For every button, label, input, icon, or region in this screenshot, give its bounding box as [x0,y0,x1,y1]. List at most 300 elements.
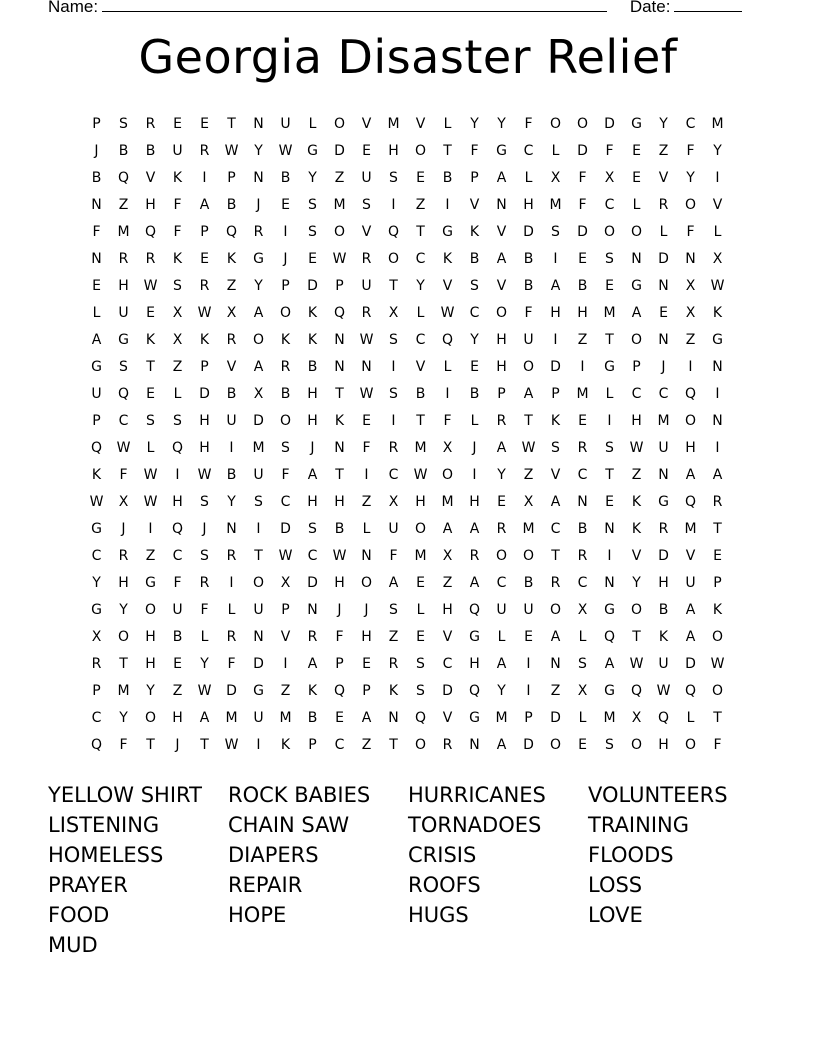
grid-letter[interactable]: O [414,521,427,537]
grid-letter[interactable]: A [496,656,507,672]
grid-letter[interactable]: E [200,116,209,132]
grid-letter[interactable]: U [253,467,264,483]
grid-letter[interactable]: F [686,224,695,240]
grid-letter[interactable]: M [387,116,400,132]
grid-letter[interactable]: B [334,521,345,537]
grid-letter[interactable]: E [335,710,344,726]
grid-letter[interactable]: V [226,359,237,375]
grid-letter[interactable]: N [253,116,264,132]
grid-letter[interactable]: P [281,278,290,294]
grid-letter[interactable]: K [280,737,291,753]
grid-letter[interactable]: U [253,602,264,618]
grid-letter[interactable]: R [145,116,156,132]
grid-letter[interactable]: C [523,143,534,159]
grid-letter[interactable]: Q [684,683,697,699]
grid-letter[interactable]: Y [632,575,641,591]
grid-letter[interactable]: Y [686,170,695,186]
grid-letter[interactable]: H [496,359,507,375]
grid-letter[interactable]: O [684,413,697,429]
grid-letter[interactable]: T [389,737,398,753]
grid-letter[interactable]: E [632,170,641,186]
grid-letter[interactable]: Z [172,683,183,699]
grid-letter[interactable]: I [256,737,261,753]
grid-letter[interactable]: S [470,278,479,294]
grid-letter[interactable]: S [578,656,587,672]
grid-letter[interactable]: F [443,413,452,429]
grid-letter[interactable]: E [524,629,533,645]
grid-letter[interactable]: B [226,197,237,213]
grid-letter[interactable]: B [172,629,183,645]
grid-letter[interactable]: T [605,332,614,348]
grid-letter[interactable]: I [715,440,720,456]
grid-letter[interactable]: F [173,575,182,591]
grid-letter[interactable]: H [469,494,480,510]
grid-letter[interactable]: Q [171,521,184,537]
grid-letter[interactable]: O [603,224,616,240]
grid-letter[interactable]: N [604,575,615,591]
grid-letter[interactable]: O [252,575,265,591]
grid-letter[interactable]: I [607,548,612,564]
grid-letter[interactable]: E [605,494,614,510]
grid-letter[interactable]: Z [226,278,237,294]
grid-letter[interactable]: C [469,305,480,321]
grid-letter[interactable]: A [685,629,696,645]
grid-letter[interactable]: Z [118,197,129,213]
grid-letter[interactable]: D [253,656,264,672]
grid-letter[interactable]: G [91,359,102,375]
grid-letter[interactable]: Q [684,386,697,402]
grid-letter[interactable]: N [253,629,264,645]
grid-letter[interactable]: S [308,197,317,213]
grid-letter[interactable]: R [388,440,399,456]
grid-letter[interactable]: U [523,602,534,618]
grid-letter[interactable]: G [118,332,129,348]
grid-letter[interactable]: L [578,710,587,726]
grid-letter[interactable]: R [307,629,318,645]
grid-letter[interactable]: B [307,710,318,726]
grid-letter[interactable]: P [551,386,560,402]
grid-letter[interactable]: E [659,305,668,321]
grid-letter[interactable]: M [414,440,427,456]
grid-letter[interactable]: C [631,386,642,402]
grid-letter[interactable]: U [280,116,291,132]
grid-letter[interactable]: S [254,494,263,510]
grid-letter[interactable]: U [361,170,372,186]
grid-letter[interactable]: T [119,656,128,672]
grid-letter[interactable]: L [605,386,614,402]
grid-letter[interactable]: A [253,305,264,321]
grid-letter[interactable]: F [119,467,128,483]
grid-letter[interactable]: T [335,467,344,483]
grid-letter[interactable]: R [226,548,237,564]
grid-letter[interactable]: Q [117,386,130,402]
grid-letter[interactable]: Q [117,170,130,186]
grid-letter[interactable]: U [226,413,237,429]
grid-letter[interactable]: M [495,710,508,726]
grid-letter[interactable]: M [711,116,724,132]
grid-letter[interactable]: X [712,251,723,267]
grid-letter[interactable]: N [334,359,345,375]
grid-letter[interactable]: I [445,197,450,213]
grid-letter[interactable]: J [661,359,666,375]
grid-letter[interactable]: Y [119,602,128,618]
grid-letter[interactable]: J [283,251,288,267]
grid-letter[interactable]: M [252,440,265,456]
grid-letter[interactable]: K [307,683,318,699]
grid-letter[interactable]: W [332,251,347,267]
grid-letter[interactable]: H [658,575,669,591]
grid-letter[interactable]: W [197,305,212,321]
grid-letter[interactable]: P [281,602,290,618]
grid-letter[interactable]: S [389,602,398,618]
grid-letter[interactable]: W [197,467,212,483]
grid-letter[interactable]: D [199,386,210,402]
grid-letter[interactable]: B [577,521,588,537]
grid-letter[interactable]: P [200,359,209,375]
grid-letter[interactable]: A [361,710,372,726]
grid-letter[interactable]: Z [361,737,372,753]
grid-letter[interactable]: P [470,170,479,186]
grid-letter[interactable]: D [577,143,588,159]
grid-letter[interactable]: Y [416,278,425,294]
grid-letter[interactable]: D [577,224,588,240]
grid-letter[interactable]: W [413,467,428,483]
grid-letter[interactable]: L [470,413,479,429]
grid-letter[interactable]: U [388,521,399,537]
grid-letter[interactable]: D [658,251,669,267]
grid-letter[interactable]: L [443,116,452,132]
grid-letter[interactable]: W [359,386,374,402]
grid-letter[interactable]: E [416,575,425,591]
grid-letter[interactable]: L [173,386,182,402]
grid-letter[interactable]: B [307,359,318,375]
grid-letter[interactable]: X [577,602,588,618]
grid-letter[interactable]: C [577,467,588,483]
grid-letter[interactable]: X [631,710,642,726]
grid-letter[interactable]: B [469,251,480,267]
grid-letter[interactable]: M [576,386,589,402]
grid-letter[interactable]: N [334,332,345,348]
grid-letter[interactable]: F [470,143,479,159]
grid-letter[interactable]: S [389,386,398,402]
grid-letter[interactable]: L [92,305,101,321]
grid-letter[interactable]: E [632,143,641,159]
grid-letter[interactable]: F [389,548,398,564]
grid-letter[interactable]: K [712,602,723,618]
grid-letter[interactable]: B [523,575,534,591]
grid-letter[interactable]: U [658,656,669,672]
grid-letter[interactable]: R [118,548,129,564]
grid-letter[interactable]: A [307,656,318,672]
grid-letter[interactable]: V [496,278,507,294]
grid-letter[interactable]: Z [334,170,345,186]
grid-letter[interactable]: K [172,170,183,186]
grid-letter[interactable]: A [199,710,210,726]
grid-letter[interactable]: H [658,737,669,753]
grid-letter[interactable]: W [629,656,644,672]
grid-letter[interactable]: V [361,224,372,240]
grid-letter[interactable]: W [359,332,374,348]
grid-letter[interactable]: I [202,170,207,186]
grid-letter[interactable]: H [361,629,372,645]
grid-letter[interactable]: Z [442,575,453,591]
grid-letter[interactable]: S [605,737,614,753]
grid-letter[interactable]: Q [333,305,346,321]
grid-letter[interactable]: L [200,629,209,645]
grid-letter[interactable]: L [497,629,506,645]
grid-letter[interactable]: E [146,305,155,321]
grid-letter[interactable]: D [523,224,534,240]
grid-letter[interactable]: E [362,413,371,429]
grid-letter[interactable]: D [604,116,615,132]
grid-letter[interactable]: B [280,170,291,186]
grid-letter[interactable]: P [200,224,209,240]
grid-letter[interactable]: C [685,116,696,132]
grid-letter[interactable]: L [578,629,587,645]
grid-letter[interactable]: X [577,683,588,699]
grid-letter[interactable]: I [715,386,720,402]
grid-letter[interactable]: L [551,143,560,159]
grid-letter[interactable]: H [172,710,183,726]
grid-letter[interactable]: U [685,575,696,591]
grid-letter[interactable]: J [364,602,369,618]
grid-letter[interactable]: K [280,332,291,348]
grid-letter[interactable]: E [281,197,290,213]
grid-letter[interactable]: T [605,467,614,483]
grid-letter[interactable]: Y [254,143,263,159]
grid-letter[interactable]: V [469,197,480,213]
grid-letter[interactable]: R [388,656,399,672]
grid-letter[interactable]: C [118,413,129,429]
grid-letter[interactable]: A [496,737,507,753]
grid-letter[interactable]: C [91,710,102,726]
grid-letter[interactable]: F [281,467,290,483]
grid-letter[interactable]: F [578,170,587,186]
grid-letter[interactable]: K [442,251,453,267]
grid-letter[interactable]: L [362,521,371,537]
grid-letter[interactable]: O [252,332,265,348]
grid-letter[interactable]: Q [468,602,481,618]
grid-letter[interactable]: W [224,143,239,159]
grid-letter[interactable]: O [711,629,724,645]
grid-letter[interactable]: G [658,494,669,510]
grid-letter[interactable]: W [710,278,725,294]
grid-letter[interactable]: S [119,116,128,132]
grid-letter[interactable]: P [713,575,722,591]
grid-letter[interactable]: I [283,224,288,240]
grid-letter[interactable]: V [712,197,723,213]
grid-letter[interactable]: S [200,494,209,510]
grid-letter[interactable]: W [332,548,347,564]
grid-letter[interactable]: H [334,575,345,591]
grid-letter[interactable]: I [688,359,693,375]
grid-letter[interactable]: T [443,143,452,159]
grid-letter[interactable]: R [712,494,723,510]
grid-letter[interactable]: R [442,737,453,753]
grid-letter[interactable]: X [118,494,129,510]
grid-letter[interactable]: T [254,548,263,564]
grid-letter[interactable]: E [92,278,101,294]
grid-letter[interactable]: Y [497,683,506,699]
grid-letter[interactable]: U [523,332,534,348]
grid-letter[interactable]: Q [144,224,157,240]
grid-letter[interactable]: G [91,602,102,618]
grid-letter[interactable]: D [523,737,534,753]
grid-letter[interactable]: Q [171,440,184,456]
grid-letter[interactable]: F [173,197,182,213]
grid-letter[interactable]: C [604,197,615,213]
grid-letter[interactable]: P [227,170,236,186]
grid-letter[interactable]: X [685,305,696,321]
grid-letter[interactable]: T [524,413,533,429]
grid-letter[interactable]: U [253,710,264,726]
grid-letter[interactable]: W [656,683,671,699]
grid-letter[interactable]: R [199,278,210,294]
grid-letter[interactable]: R [469,548,480,564]
grid-letter[interactable]: P [497,386,506,402]
grid-letter[interactable]: M [333,197,346,213]
grid-letter[interactable]: B [523,278,534,294]
grid-letter[interactable]: K [307,332,318,348]
grid-letter[interactable]: J [337,602,342,618]
grid-letter[interactable]: T [416,224,425,240]
grid-letter[interactable]: G [307,143,318,159]
grid-letter[interactable]: A [631,305,642,321]
grid-letter[interactable]: E [578,737,587,753]
grid-letter[interactable]: I [148,521,153,537]
grid-letter[interactable]: A [91,332,102,348]
grid-letter[interactable]: P [362,683,371,699]
grid-letter[interactable]: T [632,629,641,645]
grid-letter[interactable]: I [229,575,234,591]
grid-letter[interactable]: V [415,359,426,375]
grid-letter[interactable]: N [685,251,696,267]
grid-letter[interactable]: F [119,737,128,753]
grid-letter[interactable]: O [630,602,643,618]
grid-letter[interactable]: E [470,359,479,375]
grid-letter[interactable]: L [686,710,695,726]
grid-letter[interactable]: H [118,278,129,294]
grid-letter[interactable]: L [632,197,641,213]
grid-letter[interactable]: K [388,683,399,699]
grid-letter[interactable]: N [361,359,372,375]
grid-letter[interactable]: A [388,575,399,591]
grid-letter[interactable]: G [604,359,615,375]
grid-letter[interactable]: M [684,521,697,537]
grid-letter[interactable]: H [145,197,156,213]
grid-letter[interactable]: V [442,278,453,294]
grid-letter[interactable]: X [388,305,399,321]
grid-letter[interactable]: L [713,224,722,240]
grid-letter[interactable]: M [522,521,535,537]
grid-letter[interactable]: I [391,359,396,375]
grid-letter[interactable]: S [362,197,371,213]
grid-letter[interactable]: B [523,251,534,267]
grid-letter[interactable]: H [172,494,183,510]
grid-letter[interactable]: H [118,575,129,591]
grid-letter[interactable]: Q [441,332,454,348]
grid-letter[interactable]: Z [172,359,183,375]
grid-letter[interactable]: A [523,386,534,402]
grid-letter[interactable]: B [415,386,426,402]
grid-letter[interactable]: Z [415,197,426,213]
grid-letter[interactable]: G [631,116,642,132]
grid-letter[interactable]: K [307,305,318,321]
grid-letter[interactable]: X [91,629,102,645]
grid-letter[interactable]: C [334,737,345,753]
grid-letter[interactable]: G [604,602,615,618]
grid-letter[interactable]: F [173,224,182,240]
grid-letter[interactable]: X [172,305,183,321]
grid-letter[interactable]: Y [497,467,506,483]
grid-letter[interactable]: N [91,251,102,267]
grid-letter[interactable]: A [685,602,696,618]
grid-letter[interactable]: X [550,170,561,186]
grid-letter[interactable]: V [361,116,372,132]
grid-letter[interactable]: U [658,440,669,456]
grid-letter[interactable]: Z [550,683,561,699]
grid-letter[interactable]: I [526,656,531,672]
grid-letter[interactable]: V [442,629,453,645]
grid-letter[interactable]: P [92,413,101,429]
grid-letter[interactable]: U [361,278,372,294]
grid-letter[interactable]: V [442,710,453,726]
grid-letter[interactable]: C [577,575,588,591]
grid-letter[interactable]: E [362,143,371,159]
grid-letter[interactable]: V [658,170,669,186]
grid-letter[interactable]: H [334,494,345,510]
grid-letter[interactable]: A [307,467,318,483]
grid-letter[interactable]: D [334,143,345,159]
grid-letter[interactable]: S [308,224,317,240]
grid-letter[interactable]: Y [470,116,479,132]
grid-letter[interactable]: H [631,413,642,429]
grid-letter[interactable]: R [145,251,156,267]
grid-letter[interactable]: C [388,467,399,483]
grid-letter[interactable]: F [227,656,236,672]
grid-letter[interactable]: O [144,602,157,618]
grid-letter[interactable]: V [145,170,156,186]
grid-letter[interactable]: E [416,629,425,645]
grid-letter[interactable]: E [173,656,182,672]
grid-letter[interactable]: G [712,332,723,348]
grid-letter[interactable]: I [715,170,720,186]
grid-letter[interactable]: D [685,656,696,672]
grid-letter[interactable]: E [497,494,506,510]
grid-letter[interactable]: S [416,656,425,672]
grid-letter[interactable]: I [580,359,585,375]
grid-letter[interactable]: C [172,548,183,564]
grid-letter[interactable]: Y [497,116,506,132]
grid-letter[interactable]: I [256,521,261,537]
grid-letter[interactable]: B [577,278,588,294]
grid-letter[interactable]: R [199,575,210,591]
grid-letter[interactable]: R [550,575,561,591]
grid-letter[interactable]: V [631,548,642,564]
grid-letter[interactable]: D [307,575,318,591]
grid-letter[interactable]: G [631,278,642,294]
grid-letter[interactable]: I [607,413,612,429]
grid-letter[interactable]: Z [577,332,588,348]
grid-letter[interactable]: H [415,494,426,510]
grid-letter[interactable]: G [91,521,102,537]
grid-letter[interactable]: C [280,494,291,510]
grid-letter[interactable]: N [91,197,102,213]
grid-letter[interactable]: O [414,737,427,753]
grid-letter[interactable]: O [414,143,427,159]
grid-letter[interactable]: T [146,359,155,375]
grid-letter[interactable]: R [496,521,507,537]
